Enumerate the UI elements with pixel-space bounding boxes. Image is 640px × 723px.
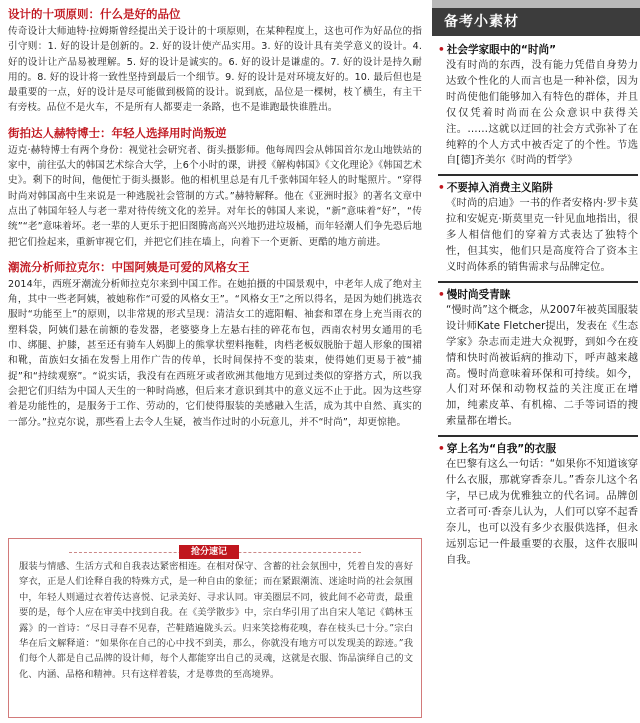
main-column <box>8 6 422 439</box>
sidebar-item-title: • 不要掉入消费主义陷阱 <box>438 182 553 195</box>
bullet-icon: • <box>438 44 445 56</box>
sidebar-item-title: • 社会学家眼中的“时尚” <box>438 44 557 56</box>
section-title: 街拍达人赫特博士：年轻人选择用时尚叛逆 <box>8 125 227 140</box>
bullet-icon: • <box>438 182 445 195</box>
sidebar-item-title: • 穿上名为“自我”的衣服 <box>438 443 557 456</box>
sidebar-divider <box>438 435 638 437</box>
sidebar-item-title: • 慢时尚受青睐 <box>438 288 511 301</box>
sidebar-item-body: 没有时尚的东西，没有能力凭借自身势力达致个性化的人而言也是一种补偿，因为时尚使他们能够加入有特色的群体，并且仅仅凭着时尚而在公众意识中获得关注。……这就以迂回的社会方式弥补了在纯粹的个人方式中被否定了的个性。节选自[德]齐美尔《时尚的哲学》 <box>446 59 638 167</box>
bullet-icon: • <box>438 443 445 456</box>
sidebar-top-bar <box>432 0 640 8</box>
quote-box <box>8 538 422 718</box>
section-body: 2014年，西班牙潮流分析师拉克尔来到中国工作。在她拍摄的中国景观中，中老年人成了绝对主角，其中一些老阿姨，被她称作“可爱的风格女王”。“风格女王”之所以得名，是因为她们挑选衣服时“功能至上”的原则，以非常规的形式呈现：清洁女工的遮阳帽、袖套和罩在身上充当雨衣的塑料袋，阿姨们悬在前额的卷发器，老婆婆身上左悬右挂的碎花布包，西南农村男女通用的毛巾、绑腿、护膝，甚至还有骑车人妈脚上的熊掌状塑料拖鞋，肉档老板奴脱胎于超人形象的围裙和靴，苗族妇女插在发髻上用作广告的传单，长时间保持不变的装束，使得她们更易于被“捕捉”和“持续观察”。“说实话，我没有在西班牙或者欧洲其他地方见到过类似的穿搭方式，所以我会把它们归结为中国人天生的一种时尚感，但后来才意识到其中的意义远不止于此。因为这些穿着是功能性的，是服务于工作、劳动的，它们使得服装的美感融入生活，成为其中自然、真实的一部分。”拉克尔说，那些看上去令人生疑，被当作过时的小玩意儿，并不“时尚”，却更惊艳。 <box>8 278 422 428</box>
quote-box-badge: 抢分速记 <box>179 545 239 559</box>
sidebar-item-body: 《时尚的启迪》一书的作者安格内·罗卡莫拉和安妮克·斯莫里克一针见血地指出，很多人相信他们的穿着方式表达了独特个性，但其实，他们只是高度符合了资本主义时尚体系的销售需求与品牌定位。 <box>446 197 638 273</box>
section-trend-analyst <box>8 259 422 430</box>
section-body: 传奇设计大师迪特·拉姆斯曾经提出关于设计的十项原则，在某种程度上，这也可作为好品位的指引守则：1. 好的设计是创新的。2. 好的设计使产品实用。3. 好的设计具有美学意义的设计。4. 好的设计让产品易被理解。5. 好的设计是诚实的。6. 好的设计是谦虚的。7. 好的设计是持久耐用的。8. 好的设计将一致性坚持到最后一个细节。9. 好的设计是对环境友好的。10. 最后但也是最重要的一点，好的设计是尽可能做到极简的设计。说到底，品位是一棵树，枝丫横生，有主干有旁枝。品位不是火车，不是所有人都要走一条路，也不是谁跑最快谁胜出。 <box>8 26 422 114</box>
bullet-icon: • <box>438 288 445 301</box>
section-title: 设计的十项原则：什么是好的品位 <box>8 7 181 21</box>
quote-box-body: 服装与情感、生活方式和自我表达紧密相连。在相对保守、含蓄的社会氛围中，凭着自发的喜好穿衣，正是人们诠释自我的特殊方式，是一种自由的象征；而在紧跟潮流、迷途时尚的社会氛围中，年轻人则通过衣着传达喜悦、记录美好、寻求认同。审美圈层不同，彼此间不必苛责，最重要的是，每个人应在审美中找到自我。在《美学散步》中，宗白华引用了出自宋人笔记《鹤林玉露》的一首诗：“尽日寻春不见春，芒鞋踏遍陇头云。归来笑捻梅花嗅，春在枝头已十分。”宗白华在后文解释道：“如果你在自己的心中找不到美，那么，你就没有地方可以发现美的踪迹。”我们每个人都是自己品牌的设计师，每个人都能穿出自己的灵魂，这就是衣服、饰品演绎自己的文化、内涵、品格和精神。只有这样着装，才是尊贵的至高境界。 <box>19 561 413 680</box>
sidebar-body <box>432 40 640 568</box>
sidebar <box>432 0 640 723</box>
section-design-principles <box>8 6 422 116</box>
sidebar-divider <box>438 281 638 283</box>
section-street-photographer <box>8 125 422 250</box>
sidebar-divider <box>438 174 638 176</box>
section-title: 潮流分析师拉克尔：中国阿姨是可爱的风格女王 <box>8 259 250 274</box>
sidebar-header: 备考小素材 <box>432 8 640 36</box>
sidebar-item-body: 在巴黎有这么一句话：“如果你不知道该穿什么衣服，那就穿香奈儿。”香奈儿这个名字，早已成为优雅独立的代名词。品牌创立者可可·香奈儿认为，人们可以穿不起香奈儿，也可以没有多少衣服供选择，但永远别忘记一件最重要的衣服，这件衣服叫自我。 <box>446 458 638 566</box>
sidebar-item-body: “慢时尚”这个概念，从2007年被英国服装设计师Kate Fletcher提出，发表在《生态学家》杂志而走进大众视野，到如今在疫情和快时尚被诟病的推动下，呼声越来越高。慢时尚意味着环保和可持续。如今，人们对环保和动物权益的关注度正在增加，纯素皮革、有机棉、二手等词语的搜索量都在增长。 <box>446 303 638 428</box>
section-body: 迈克·赫特博士有两个身份：视觉社会研究者、街头摄影师。他每周四会从韩国首尔龙山地铁站的家中，前往弘大的韩国艺术综合大学，上6个小时的课，讲授《解构韩国》《文化理论》《韩国艺术史》。剩下的时间，他便忙于街头摄影。他的相机里总是有几千张韩国年轻人的时髦照片。“穿得时尚对韩国高中生来说是一种逃脱社会管制的方式。”赫特解释。他在《亚洲时报》的著名文章中点出了韩国年轻人与老一辈对待传统文化的差异。对年长的韩国人来说，“新”意味着“好”，“传统”“老”意味着坏。老一辈的人更乐于把旧图腾高高兴兴地扔进垃圾桶，而年轻潮人们争先恐后地把它们捡起来，重新审视它们，并把它们挂在墙上，向着下一个更新、更酷的地方前进。 <box>8 144 422 248</box>
